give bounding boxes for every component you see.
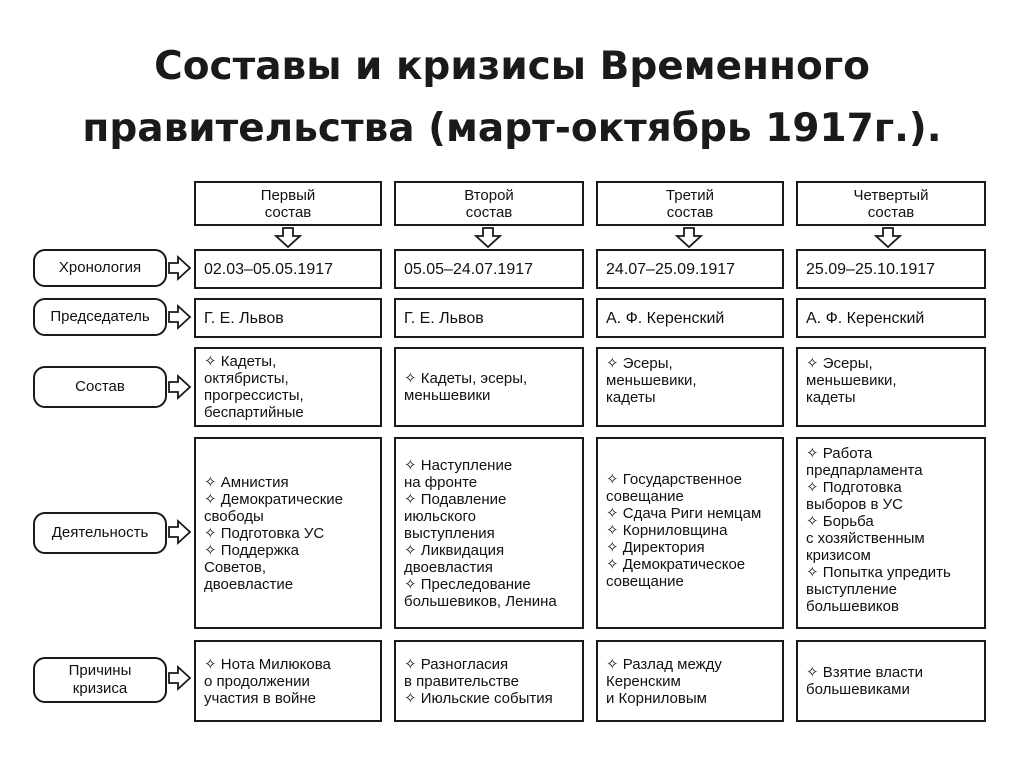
row-label-composition bbox=[33, 366, 167, 408]
bullet-item: ✧ Попытка упредить выступление большевиков bbox=[806, 564, 976, 615]
column-header-2 bbox=[394, 181, 584, 226]
bullet-item: ✧ Преследование большевиков, Ленина bbox=[404, 576, 574, 610]
crisis-cell-1 bbox=[194, 640, 382, 722]
right-arrow-icon bbox=[169, 376, 190, 398]
cell-text: 24.07–25.09.1917 bbox=[606, 260, 736, 278]
row-label-activity bbox=[33, 512, 167, 554]
down-arrow-icon bbox=[876, 228, 900, 247]
column-header-1 bbox=[194, 181, 382, 226]
cell-text: 25.09–25.10.1917 bbox=[806, 260, 936, 278]
column-header-3 bbox=[596, 181, 784, 226]
bullet-item: ✧ Сдача Риги немцам bbox=[606, 505, 774, 522]
bullet-item: ✧ Наступление на фронте bbox=[404, 457, 574, 491]
down-arrow-icon bbox=[677, 228, 701, 247]
bullet-item: ✧ Июльские события bbox=[404, 690, 574, 707]
column-header-text: состав bbox=[867, 203, 915, 221]
bullet-item: ✧ Подготовка выборов в УС bbox=[806, 479, 976, 513]
bullet-item: ✧ Демократические свободы bbox=[204, 491, 372, 525]
bullet-item: ✧ Борьба с хозяйственным кризисом bbox=[806, 513, 976, 564]
cell-text: Г. Е. Львов bbox=[404, 309, 484, 327]
cell-text: Г. Е. Львов bbox=[204, 309, 284, 327]
cell-text: А. Ф. Керенский bbox=[606, 309, 725, 327]
column-header-4 bbox=[796, 181, 986, 226]
title-line-1: Составы и кризисы Временного bbox=[154, 44, 870, 89]
row-label-crisis bbox=[33, 657, 167, 703]
bullet-item: ✧ Государственное совещание bbox=[606, 471, 774, 505]
row-label-chronology bbox=[33, 249, 167, 287]
bullet-item: ✧ Разногласия в правительстве bbox=[404, 656, 574, 690]
column-header-text: Четвертый bbox=[853, 186, 929, 204]
column-header-text: Первый bbox=[260, 186, 316, 204]
bullet-item: ✧ Подготовка УС bbox=[204, 525, 372, 542]
bullet-item: ✧ Разлад между Керенским и Корниловым bbox=[606, 656, 774, 707]
chairman-cell-2 bbox=[394, 298, 584, 338]
composition-cell-1 bbox=[194, 347, 382, 427]
row-label-text: Причины bbox=[68, 662, 132, 679]
activity-cell-3 bbox=[596, 437, 784, 629]
chronology-cell-2 bbox=[394, 249, 584, 289]
column-header-text: Второй bbox=[464, 186, 514, 204]
row-label-text: Хронология bbox=[58, 259, 142, 276]
bullet-item: ✧ Подавление июльского выступления bbox=[404, 491, 574, 542]
cell-text: 02.03–05.05.1917 bbox=[204, 260, 334, 278]
bullet-item: ✧ Корниловщина bbox=[606, 522, 774, 539]
right-arrow-icon bbox=[169, 257, 190, 279]
right-arrow-icon bbox=[169, 521, 190, 543]
down-arrow-icon bbox=[476, 228, 500, 247]
activity-cell-2 bbox=[394, 437, 584, 629]
row-label-text: Председатель bbox=[50, 308, 150, 325]
bullet-item: ✧ Кадеты, октябристы, прогрессисты, беспартийные bbox=[204, 353, 372, 421]
bullet-item: ✧ Эсеры, меньшевики, кадеты bbox=[806, 355, 976, 406]
bullet-item: ✧ Демократическое совещание bbox=[606, 556, 774, 590]
cell-text: 05.05–24.07.1917 bbox=[404, 260, 534, 278]
bullet-item: ✧ Кадеты, эсеры, меньшевики bbox=[404, 370, 574, 404]
column-header-text: состав bbox=[465, 203, 513, 221]
right-arrow-icon bbox=[169, 667, 190, 689]
crisis-cell-2 bbox=[394, 640, 584, 722]
row-label-text: Состав bbox=[75, 378, 125, 395]
chairman-cell-3 bbox=[596, 298, 784, 338]
crisis-cell-3 bbox=[596, 640, 784, 722]
bullet-item: ✧ Нота Милюкова о продолжении участия в войне bbox=[204, 656, 372, 707]
row-label-text: кризиса bbox=[72, 680, 128, 697]
column-header-text: состав bbox=[666, 203, 714, 221]
cell-text: А. Ф. Керенский bbox=[806, 309, 925, 327]
row-label-text: Деятельность bbox=[51, 524, 149, 541]
chronology-cell-1 bbox=[194, 249, 382, 289]
row-label-chairman bbox=[33, 298, 167, 336]
chronology-cell-4 bbox=[796, 249, 986, 289]
column-header-text: состав bbox=[264, 203, 312, 221]
bullet-item: ✧ Взятие власти большевиками bbox=[806, 664, 976, 698]
crisis-cell-4 bbox=[796, 640, 986, 722]
activity-cell-1 bbox=[194, 437, 382, 629]
composition-cell-3 bbox=[596, 347, 784, 427]
chairman-cell-1 bbox=[194, 298, 382, 338]
bullet-item: ✧ Ликвидация двоевластия bbox=[404, 542, 574, 576]
bullet-item: ✧ Поддержка Советов, двоевластие bbox=[204, 542, 372, 593]
bullet-item: ✧ Работа предпарламента bbox=[806, 445, 976, 479]
composition-cell-2 bbox=[394, 347, 584, 427]
chronology-cell-3 bbox=[596, 249, 784, 289]
column-header-text: Третий bbox=[665, 186, 715, 204]
title-line-2: правительства (март-октябрь 1917г.). bbox=[82, 106, 942, 151]
right-arrow-icon bbox=[169, 306, 190, 328]
bullet-item: ✧ Директория bbox=[606, 539, 774, 556]
chairman-cell-4 bbox=[796, 298, 986, 338]
bullet-item: ✧ Амнистия bbox=[204, 474, 372, 491]
down-arrow-icon bbox=[276, 228, 300, 247]
composition-cell-4 bbox=[796, 347, 986, 427]
bullet-item: ✧ Эсеры, меньшевики, кадеты bbox=[606, 355, 774, 406]
activity-cell-4 bbox=[796, 437, 986, 629]
